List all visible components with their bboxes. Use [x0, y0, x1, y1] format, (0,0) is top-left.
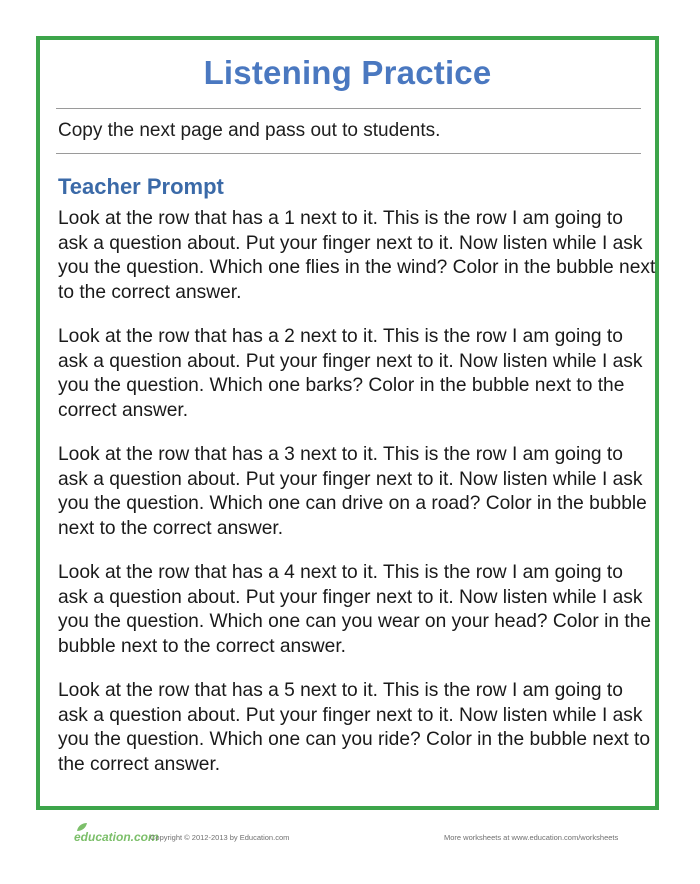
- prompt-paragraph-4: Look at the row that has a 4 next to it. This is the row I am going to ask a question about. Put your finger next to it. Now listen while I ask you the question. Which one can you wear on your head? Color in the bubble next to the correct answer.: [58, 562, 652, 657]
- copyright-text: Copyright © 2012-2013 by Education.com: [150, 833, 290, 842]
- section-heading: Teacher Prompt: [58, 174, 224, 199]
- prompt-paragraph-2: Look at the row that has a 2 next to it. This is the row I am going to ask a question about. Put your finger next to it. Now listen while I ask you the question. Which one barks? Color in the bubble next to the correct answer.: [58, 326, 643, 421]
- divider-bottom: [56, 153, 641, 154]
- worksheet-frame: [36, 36, 659, 810]
- instruction-text: Copy the next page and pass out to students.: [58, 120, 441, 141]
- prompt-paragraph-1: Look at the row that has a 1 next to it. This is the row I am going to ask a question about. Put your finger next to it. Now listen while I ask you the question. Which one flies in the wind? Color in the bubble next to the correct answer.: [58, 208, 656, 303]
- divider-top: [56, 108, 641, 109]
- prompt-paragraph-5: Look at the row that has a 5 next to it. This is the row I am going to ask a question about. Put your finger next to it. Now listen while I ask you the question. Which one can you ride? Color in the bubble next to the correct answer.: [58, 680, 650, 775]
- prompt-paragraph-3: Look at the row that has a 3 next to it. This is the row I am going to ask a question about. Put your finger next to it. Now listen while I ask you the question. Which one can drive on a road? Color in the bubble next to the correct answer.: [58, 444, 647, 539]
- prompt-paragraphs: [58, 207, 658, 797]
- page-footer: [0, 826, 700, 852]
- education-logo[interactable]: education.com: [74, 830, 159, 844]
- page-title: Listening Practice: [203, 54, 492, 91]
- more-worksheets-link[interactable]: More worksheets at www.education.com/worksheets: [444, 833, 619, 842]
